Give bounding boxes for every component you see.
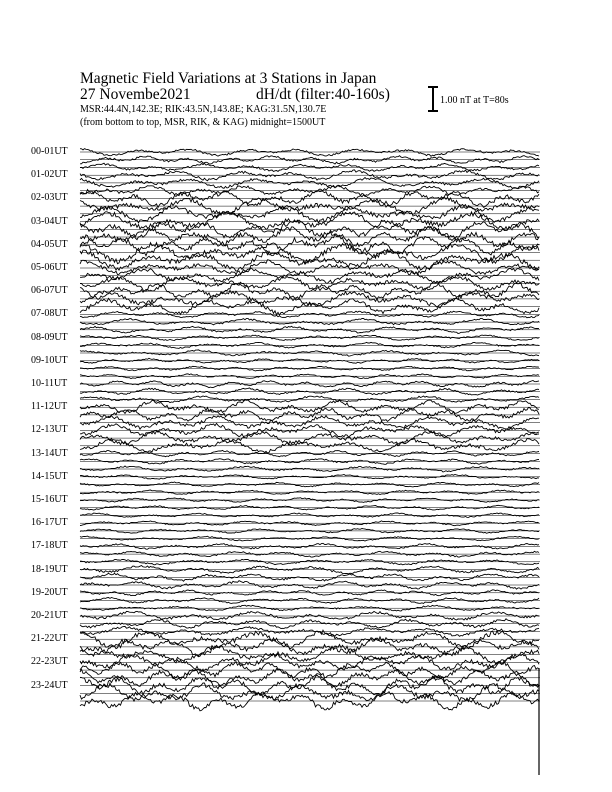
hour-label: 07-08UT xyxy=(31,308,68,320)
waveform-trace xyxy=(80,318,539,324)
waveform-trace xyxy=(80,276,539,291)
waveform-trace xyxy=(80,149,539,157)
hour-label: 08-09UT xyxy=(31,331,68,343)
waveform-trace xyxy=(80,638,539,657)
stations-label: MSR:44.4N,142.3E; RIK:43.5N,143.8E; KAG:31.5N,130.7E xyxy=(80,104,327,115)
hour-label: 02-03UT xyxy=(31,192,68,204)
waveform-trace xyxy=(80,260,539,275)
hour-label: 03-04UT xyxy=(31,215,68,227)
hour-label: 22-23UT xyxy=(31,656,68,668)
waveform-trace xyxy=(80,611,539,620)
hour-label: 04-05UT xyxy=(31,238,68,250)
hour-label: 16-17UT xyxy=(31,517,68,529)
hour-label: 05-06UT xyxy=(31,262,68,273)
hour-label: 17-18UT xyxy=(31,540,68,552)
hour-label: 14-15UT xyxy=(31,470,68,482)
hour-label: 11-12UT xyxy=(31,401,68,413)
hour-label: 13-14UT xyxy=(31,447,68,459)
hour-label: 18-19UT xyxy=(31,563,68,575)
hour-label: 10-11UT xyxy=(31,378,68,389)
hour-label: 01-02UT xyxy=(31,169,68,181)
hour-label: 09-10UT xyxy=(31,354,68,366)
hour-label: 20-21UT xyxy=(31,610,68,621)
order-note: (from bottom to top, MSR, RIK, & KAG) midnight=1500UT xyxy=(80,117,326,128)
parameter-label: dH/dt (filter:40-160s) xyxy=(256,86,390,103)
waveform-trace xyxy=(80,559,539,564)
hour-label: 06-07UT xyxy=(31,285,68,297)
chart-title: Magnetic Field Variations at 3 Stations in Japan xyxy=(80,70,377,87)
hour-label: 21-22UT xyxy=(31,633,68,645)
hour-label: 15-16UT xyxy=(31,494,68,505)
hour-label: 23-24UT xyxy=(31,679,68,691)
date-label: 27 Novembe2021 xyxy=(80,86,191,103)
hour-label: 12-13UT xyxy=(31,424,68,436)
hour-label: 00-01UT xyxy=(31,146,68,157)
hour-label: 19-20UT xyxy=(31,586,68,598)
waveform-trace xyxy=(80,400,539,414)
scale-label: 1.00 nT at T=80s xyxy=(440,95,509,106)
waveform-trace xyxy=(80,675,539,695)
